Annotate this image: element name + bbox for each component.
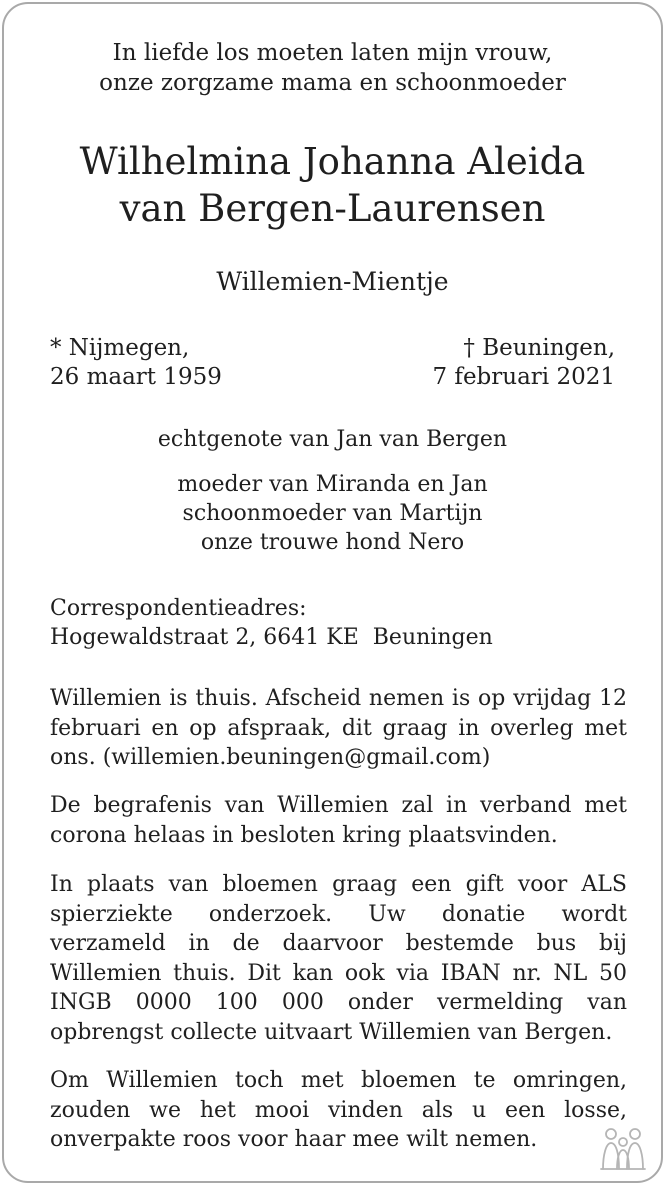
family-line-3: onze trouwe hond Nero: [200, 530, 465, 555]
address-label: Correspondentieadres:: [50, 596, 307, 621]
family-figures-icon: [597, 1125, 649, 1171]
donation-paragraph: In plaats van bloemen graag een gift voor ALS spierziekte onderzoek. Uw donatie wordt verzameld in de daarvoor bestemde bus bij Willemien thuis. Dit kan ook via IBAN nr. NL 50 INGB 0000 100 000 onder vermelding van opbrengst collecte uitvaart Willemien van Bergen.: [50, 872, 627, 1045]
funeral-paragraph: De begrafenis van Willemien zal in verband met corona helaas in besloten kring plaatsvinden.: [50, 793, 627, 848]
intro-line-2: onze zorgzame mama en schoonmoeder: [99, 70, 566, 96]
intro-line-1: In liefde los moeten laten mijn vrouw,: [112, 40, 553, 66]
family-line-1: moeder van Miranda en Jan: [177, 472, 488, 497]
birth-info: [50, 334, 222, 392]
name-line-2: van Bergen-Laurensen: [119, 187, 546, 230]
death-info: [432, 334, 615, 392]
spouse-line: echtgenote van Jan van Bergen: [157, 427, 508, 452]
intro-text: [4, 38, 661, 98]
deceased-nickname: Willemien-Mientje: [216, 267, 449, 296]
birth-place: * Nijmegen,: [50, 335, 190, 361]
death-date: 7 februari 2021: [432, 364, 615, 390]
birth-date: 26 maart 1959: [50, 364, 222, 390]
flowers-paragraph: Om Willemien toch met bloemen te omringen, zouden we het mooi vinden als u een losse, onverpakte roos voor haar mee wilt nemen.: [50, 1068, 627, 1152]
deceased-full-name: [4, 138, 661, 232]
family-lines: [4, 470, 661, 557]
death-place: † Beuningen,: [463, 335, 615, 361]
address-value: Hogewaldstraat 2, 6641 KE Beuningen: [50, 625, 493, 650]
obituary-card: [2, 2, 663, 1183]
correspondence-address: [50, 594, 493, 652]
visitation-paragraph: Willemien is thuis. Afscheid nemen is op vrijdag 12 februari en op afspraak, dit graag in overleg met ons. (willemien.beuningen@gmail.com): [50, 686, 627, 770]
name-line-1: Wilhelmina Johanna Aleida: [79, 140, 586, 183]
family-line-2: schoonmoeder van Martijn: [182, 501, 483, 526]
